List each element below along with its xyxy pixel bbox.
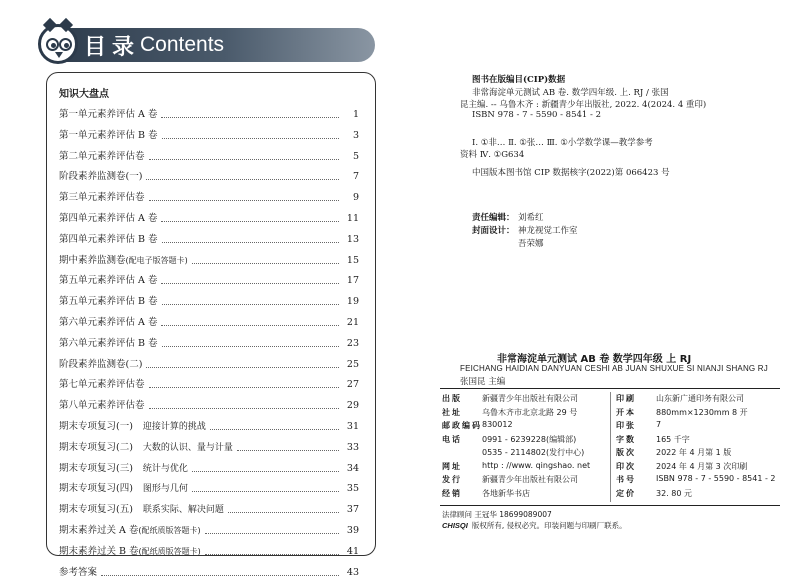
toc-row (59, 315, 359, 329)
toc-dot-leader (192, 471, 339, 472)
book-title-pinyin: FEICHANG HAIDIAN DANYUAN CESHI AB JUAN SHUXUE SI NIANJI SHANG RJ (460, 364, 768, 373)
toc-item-page: 39 (346, 525, 359, 536)
toc-item-page: 27 (346, 379, 359, 391)
cover-design-name: 神龙视觉工作室 (518, 226, 578, 236)
copyright-notice (442, 520, 627, 531)
toc-dot-leader (161, 283, 339, 284)
toc-dot-leader (162, 346, 339, 347)
cip-line-2: 昆主编. -- 乌鲁木齐 : 新疆青少年出版社, 2022. 4(2024. 4 重印) (460, 100, 707, 110)
publication-separator (472, 447, 482, 458)
toc-dot-leader (149, 387, 339, 388)
owl-eye-right (59, 38, 72, 51)
table-of-contents (46, 72, 376, 578)
toc-dot-leader (162, 138, 339, 139)
toc-item-title: 第二单元素养评估卷 (59, 150, 145, 162)
divider-column (610, 392, 611, 502)
publication-separator (646, 407, 656, 418)
toc-row (59, 461, 359, 475)
toc-row (59, 294, 359, 308)
toc-item-page: 31 (346, 421, 359, 432)
publication-value: 32. 80 元 (656, 488, 692, 498)
publication-separator (472, 474, 482, 485)
toc-item-page: 15 (346, 254, 359, 266)
contents-title-en: Contents (140, 33, 225, 56)
publication-value: ISBN 978 - 7 - 5590 - 8541 - 2 (656, 474, 776, 483)
toc-dot-leader (205, 554, 339, 555)
toc-row (59, 440, 359, 454)
toc-item-subtitle: 联系实际、解决问题 (142, 505, 224, 516)
toc-item-page: 5 (352, 150, 359, 162)
publication-row (616, 393, 744, 404)
publication-separator (472, 488, 482, 499)
toc-item-title: 第三单元素养评估卷 (59, 192, 145, 204)
toc-item-title: 阶段素养监测卷(一) (59, 171, 143, 183)
toc-dot-leader (149, 408, 339, 409)
toc-dot-leader (237, 450, 339, 451)
toc-section-title: 知识大盘点 (59, 89, 109, 100)
toc-row (59, 419, 359, 433)
publication-separator (472, 461, 482, 472)
owl-tuft-left (43, 18, 57, 32)
publication-separator (472, 393, 482, 404)
owl-beak (55, 52, 63, 58)
toc-item-page: 37 (346, 504, 359, 516)
cip-line-1: 非常海淀单元测试 AB 卷. 数学四年级. 上. RJ / 张国 (472, 88, 669, 98)
toc-row (59, 273, 359, 287)
toc-item-title: 第四单元素养评估 A 卷 (59, 213, 158, 224)
toc-item-page: 7 (352, 171, 359, 183)
publication-value: 新疆青少年出版社有限公司 (482, 475, 578, 484)
publication-value: 165 千字 (656, 434, 690, 444)
toc-item-note: (配纸质版答题卡) (138, 526, 201, 535)
toc-item-subtitle: 大数的认识、量与计量 (142, 442, 233, 453)
toc-item-page: 25 (346, 358, 359, 370)
publication-row (442, 434, 576, 445)
toc-item-subtitle: 统计与优化 (142, 463, 188, 474)
toc-dot-leader (146, 367, 339, 368)
toc-row (59, 544, 359, 558)
publication-separator (646, 488, 656, 499)
publication-label: 邮政编码 (442, 421, 482, 430)
book-chief-editor: 张国昆 主编 (460, 377, 506, 387)
toc-item-title: 期末专项复习(二) (59, 441, 133, 453)
publication-separator (646, 393, 656, 404)
toc-row (59, 211, 359, 225)
toc-item-page: 41 (346, 545, 359, 557)
toc-item-subtitle: 迎接计算的挑战 (142, 422, 206, 432)
publication-row (616, 407, 748, 418)
toc-row (59, 107, 359, 121)
toc-dot-leader (228, 512, 339, 513)
publication-row (616, 420, 661, 431)
toc-dot-leader (205, 533, 339, 534)
publication-label: 印刷 (616, 394, 636, 403)
toc-item-title: 阶段素养监测卷(二) (59, 358, 143, 370)
toc-item-page: 23 (346, 337, 359, 349)
toc-item-title: 第六单元素养评估 B 卷 (59, 337, 158, 349)
toc-item-title: 期末素养过关 B 卷 (59, 545, 139, 557)
publication-value: 山东新广通印务有限公司 (656, 394, 744, 403)
owl-tuft-right (59, 18, 73, 32)
publication-value: 2022 年 4 月第 1 版 (656, 448, 732, 457)
toc-item-page: 34 (346, 462, 359, 474)
toc-item-title: 期末专项复习(一) (59, 421, 133, 432)
toc-row (59, 523, 359, 537)
toc-row (59, 377, 359, 391)
publication-label: 开本 (616, 407, 636, 417)
publisher-logo: CHISQI (442, 521, 468, 530)
toc-item-title: 期中素养监测卷 (59, 254, 126, 266)
toc-item-page: 17 (346, 275, 359, 287)
publication-value: 0991 - 6239228(编辑部) (482, 434, 577, 444)
toc-item-note: (配纸质版答题卡) (138, 546, 201, 556)
toc-item-title: 第五单元素养评估 B 卷 (59, 296, 158, 308)
publication-row (442, 474, 578, 485)
toc-row (59, 398, 359, 412)
toc-row (59, 336, 359, 350)
toc-row (59, 481, 359, 495)
owl-icon (38, 24, 78, 64)
publication-row (442, 447, 584, 458)
toc-item-title: 第一单元素养评估 A 卷 (59, 109, 158, 120)
toc-row (59, 128, 359, 142)
publication-value: 0535 - 2114802(发行中心) (482, 448, 585, 457)
publication-row (616, 461, 747, 472)
toc-item-page: 1 (352, 109, 359, 120)
cover-design-name-2: 吾荣娜 (518, 239, 544, 249)
toc-item-title: 第七单元素养评估卷 (59, 379, 145, 391)
toc-item-page: 13 (346, 233, 359, 245)
toc-row (59, 357, 359, 371)
publication-value: 各地新华书店 (482, 488, 530, 498)
toc-item-page: 19 (346, 296, 359, 308)
publication-label (442, 447, 472, 458)
publication-row (616, 488, 692, 499)
toc-item-page: 3 (352, 129, 359, 141)
toc-row (59, 565, 359, 579)
toc-dot-leader (149, 159, 339, 160)
toc-item-page: 29 (346, 400, 359, 412)
toc-dot-leader (192, 491, 339, 492)
publication-label: 版次 (616, 448, 636, 457)
publication-label: 印张 (616, 421, 636, 430)
toc-item-page: 11 (346, 213, 359, 224)
contents-title-cn: 目录 (84, 35, 141, 60)
divider-top (440, 388, 780, 389)
copyright-text: 版权所有, 侵权必究。印装问题与印刷厂联系。 (471, 521, 627, 530)
toc-dot-leader (149, 200, 339, 201)
publication-separator (646, 434, 656, 445)
publication-row (616, 474, 776, 485)
toc-item-page: 35 (346, 483, 359, 495)
toc-row (59, 232, 359, 246)
publication-row (442, 393, 578, 404)
cip-line-5: 资料 Ⅳ. ①G634 (460, 150, 525, 160)
publication-value: 2024 年 4 月第 3 次印刷 (656, 461, 748, 471)
toc-dot-leader (146, 179, 339, 180)
toc-dot-leader (161, 117, 339, 118)
toc-item-subtitle: 图形与几何 (142, 484, 188, 495)
publication-label: 社址 (442, 407, 462, 417)
cip-line-6: 中国版本图书馆 CIP 数据核字(2022)第 066423 号 (472, 168, 670, 178)
cover-design-label: 封面设计： (472, 226, 515, 236)
publication-separator (646, 474, 656, 485)
toc-row (59, 190, 359, 204)
legal-advisor: 法律顾问 王冠华 18699089007 (442, 510, 552, 519)
toc-item-page: 33 (346, 441, 359, 453)
publication-row (616, 434, 690, 445)
publication-value: 新疆青少年出版社有限公司 (482, 394, 578, 403)
cip-line-3: ISBN 978 - 7 - 5590 - 8541 - 2 (472, 110, 601, 120)
toc-dot-leader (162, 304, 339, 305)
publication-label: 字数 (616, 434, 636, 444)
toc-item-page: 43 (346, 566, 359, 578)
toc-dot-leader (161, 325, 339, 326)
toc-row (59, 149, 359, 163)
publication-row (442, 461, 590, 472)
publication-label: 书号 (616, 475, 636, 484)
publication-label: 发行 (442, 475, 462, 484)
toc-row (59, 253, 359, 267)
divider-bottom (440, 505, 780, 506)
toc-item-title: 第五单元素养评估 A 卷 (59, 275, 158, 287)
publication-label: 电话 (442, 434, 462, 444)
publication-label: 印次 (616, 461, 636, 471)
toc-dot-leader (192, 263, 339, 264)
publication-value: http : //www. qingshao. net (482, 460, 591, 470)
toc-item-title: 第六单元素养评估 A 卷 (59, 317, 158, 328)
publication-row (442, 420, 513, 431)
toc-dot-leader (210, 429, 339, 430)
toc-item-title: 期末专项复习(三) (59, 462, 133, 474)
publication-row (442, 407, 577, 418)
book-title: 非常海淀单元测试 AB 卷 数学四年级 上 RJ (497, 354, 692, 365)
toc-row (59, 169, 359, 183)
publication-separator (646, 461, 656, 472)
publication-value: 880mm×1230mm 8 开 (656, 407, 748, 417)
toc-dot-leader (161, 221, 339, 222)
publication-separator (472, 420, 482, 431)
toc-dot-leader (101, 575, 339, 576)
publication-separator (472, 434, 482, 445)
publication-separator (646, 420, 656, 431)
owl-eye-left (46, 38, 59, 51)
publication-row (616, 447, 731, 458)
publication-separator (472, 407, 482, 418)
toc-dot-leader (162, 242, 339, 243)
publication-value: 830012 (482, 420, 513, 429)
toc-item-title: 参考答案 (59, 566, 98, 578)
toc-item-note: (配电子版答题卡) (125, 255, 188, 265)
publication-label: 经销 (442, 488, 462, 498)
publication-label: 定价 (616, 488, 636, 498)
publication-label: 网址 (442, 461, 462, 471)
copyright-page (420, 0, 800, 566)
toc-item-title: 期末素养过关 A 卷 (59, 525, 139, 536)
toc-item-page: 21 (346, 317, 359, 328)
editor-label: 责任编辑： (472, 213, 515, 223)
toc-item-title: 第一单元素养评估 B 卷 (59, 129, 158, 141)
toc-item-title: 期末专项复习(五) (59, 504, 133, 516)
cip-line-4: Ⅰ. ①非… Ⅱ. ①张… Ⅲ. ①小学数学课—教学参考 (472, 138, 653, 148)
publication-value: 7 (656, 420, 662, 429)
editor-name: 刘希红 (518, 213, 544, 223)
toc-item-title: 第四单元素养评估 B 卷 (59, 233, 158, 245)
toc-item-page: 9 (352, 192, 359, 204)
toc-item-title: 期末专项复习(四) (59, 483, 133, 495)
publication-separator (646, 447, 656, 458)
toc-item-title: 第八单元素养评估卷 (59, 400, 145, 412)
toc-row (59, 502, 359, 516)
publication-row (442, 488, 530, 499)
cip-heading: 图书在版编目(CIP)数据 (472, 75, 566, 85)
publication-label: 出版 (442, 394, 462, 403)
publication-value: 乌鲁木齐市北京北路 29 号 (482, 407, 578, 417)
